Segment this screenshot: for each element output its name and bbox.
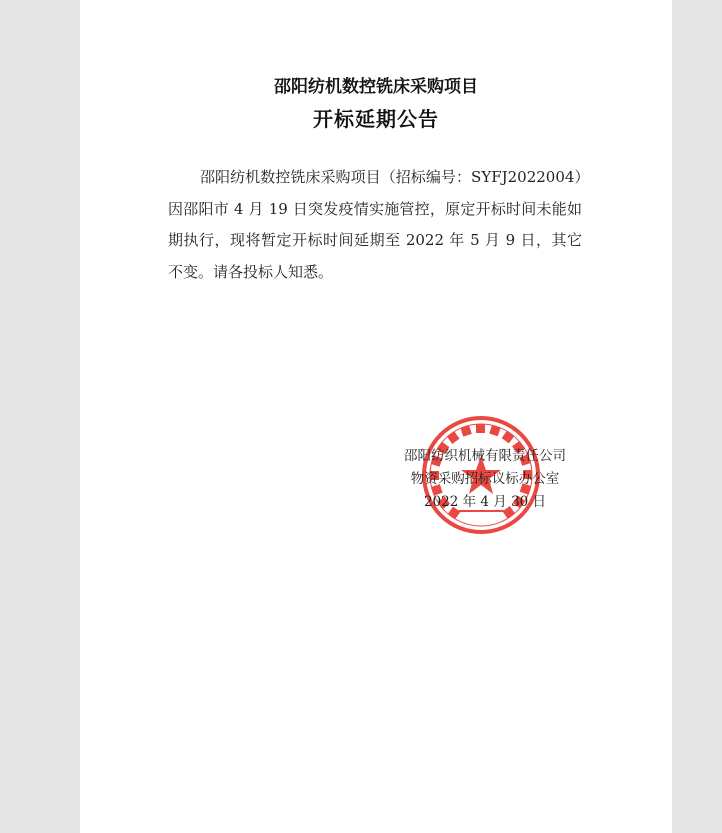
announcement-body: [168, 162, 582, 288]
signature-office: 物资采购招标议标办公室: [410, 471, 560, 487]
signature-date: 2022 年 4 月 30 日: [423, 494, 547, 510]
document-page: [80, 0, 672, 833]
body-paragraph: 邵阳纺机数控铣床采购项目（招标编号：SYFJ2022004）因邵阳市 4 月 19 日突发疫情实施管控，原定开标时间未能如期执行，现将暂定开标时间延期至 2022 年 5 月 9 日，其它不变。请各投标人知悉。: [168, 168, 582, 281]
document-subtitle: 开标延期公告: [313, 107, 439, 131]
signature-company: 邵阳纺织机械有限责任公司: [404, 448, 566, 464]
document-title: 邵阳纺机数控铣床采购项目: [274, 77, 478, 97]
